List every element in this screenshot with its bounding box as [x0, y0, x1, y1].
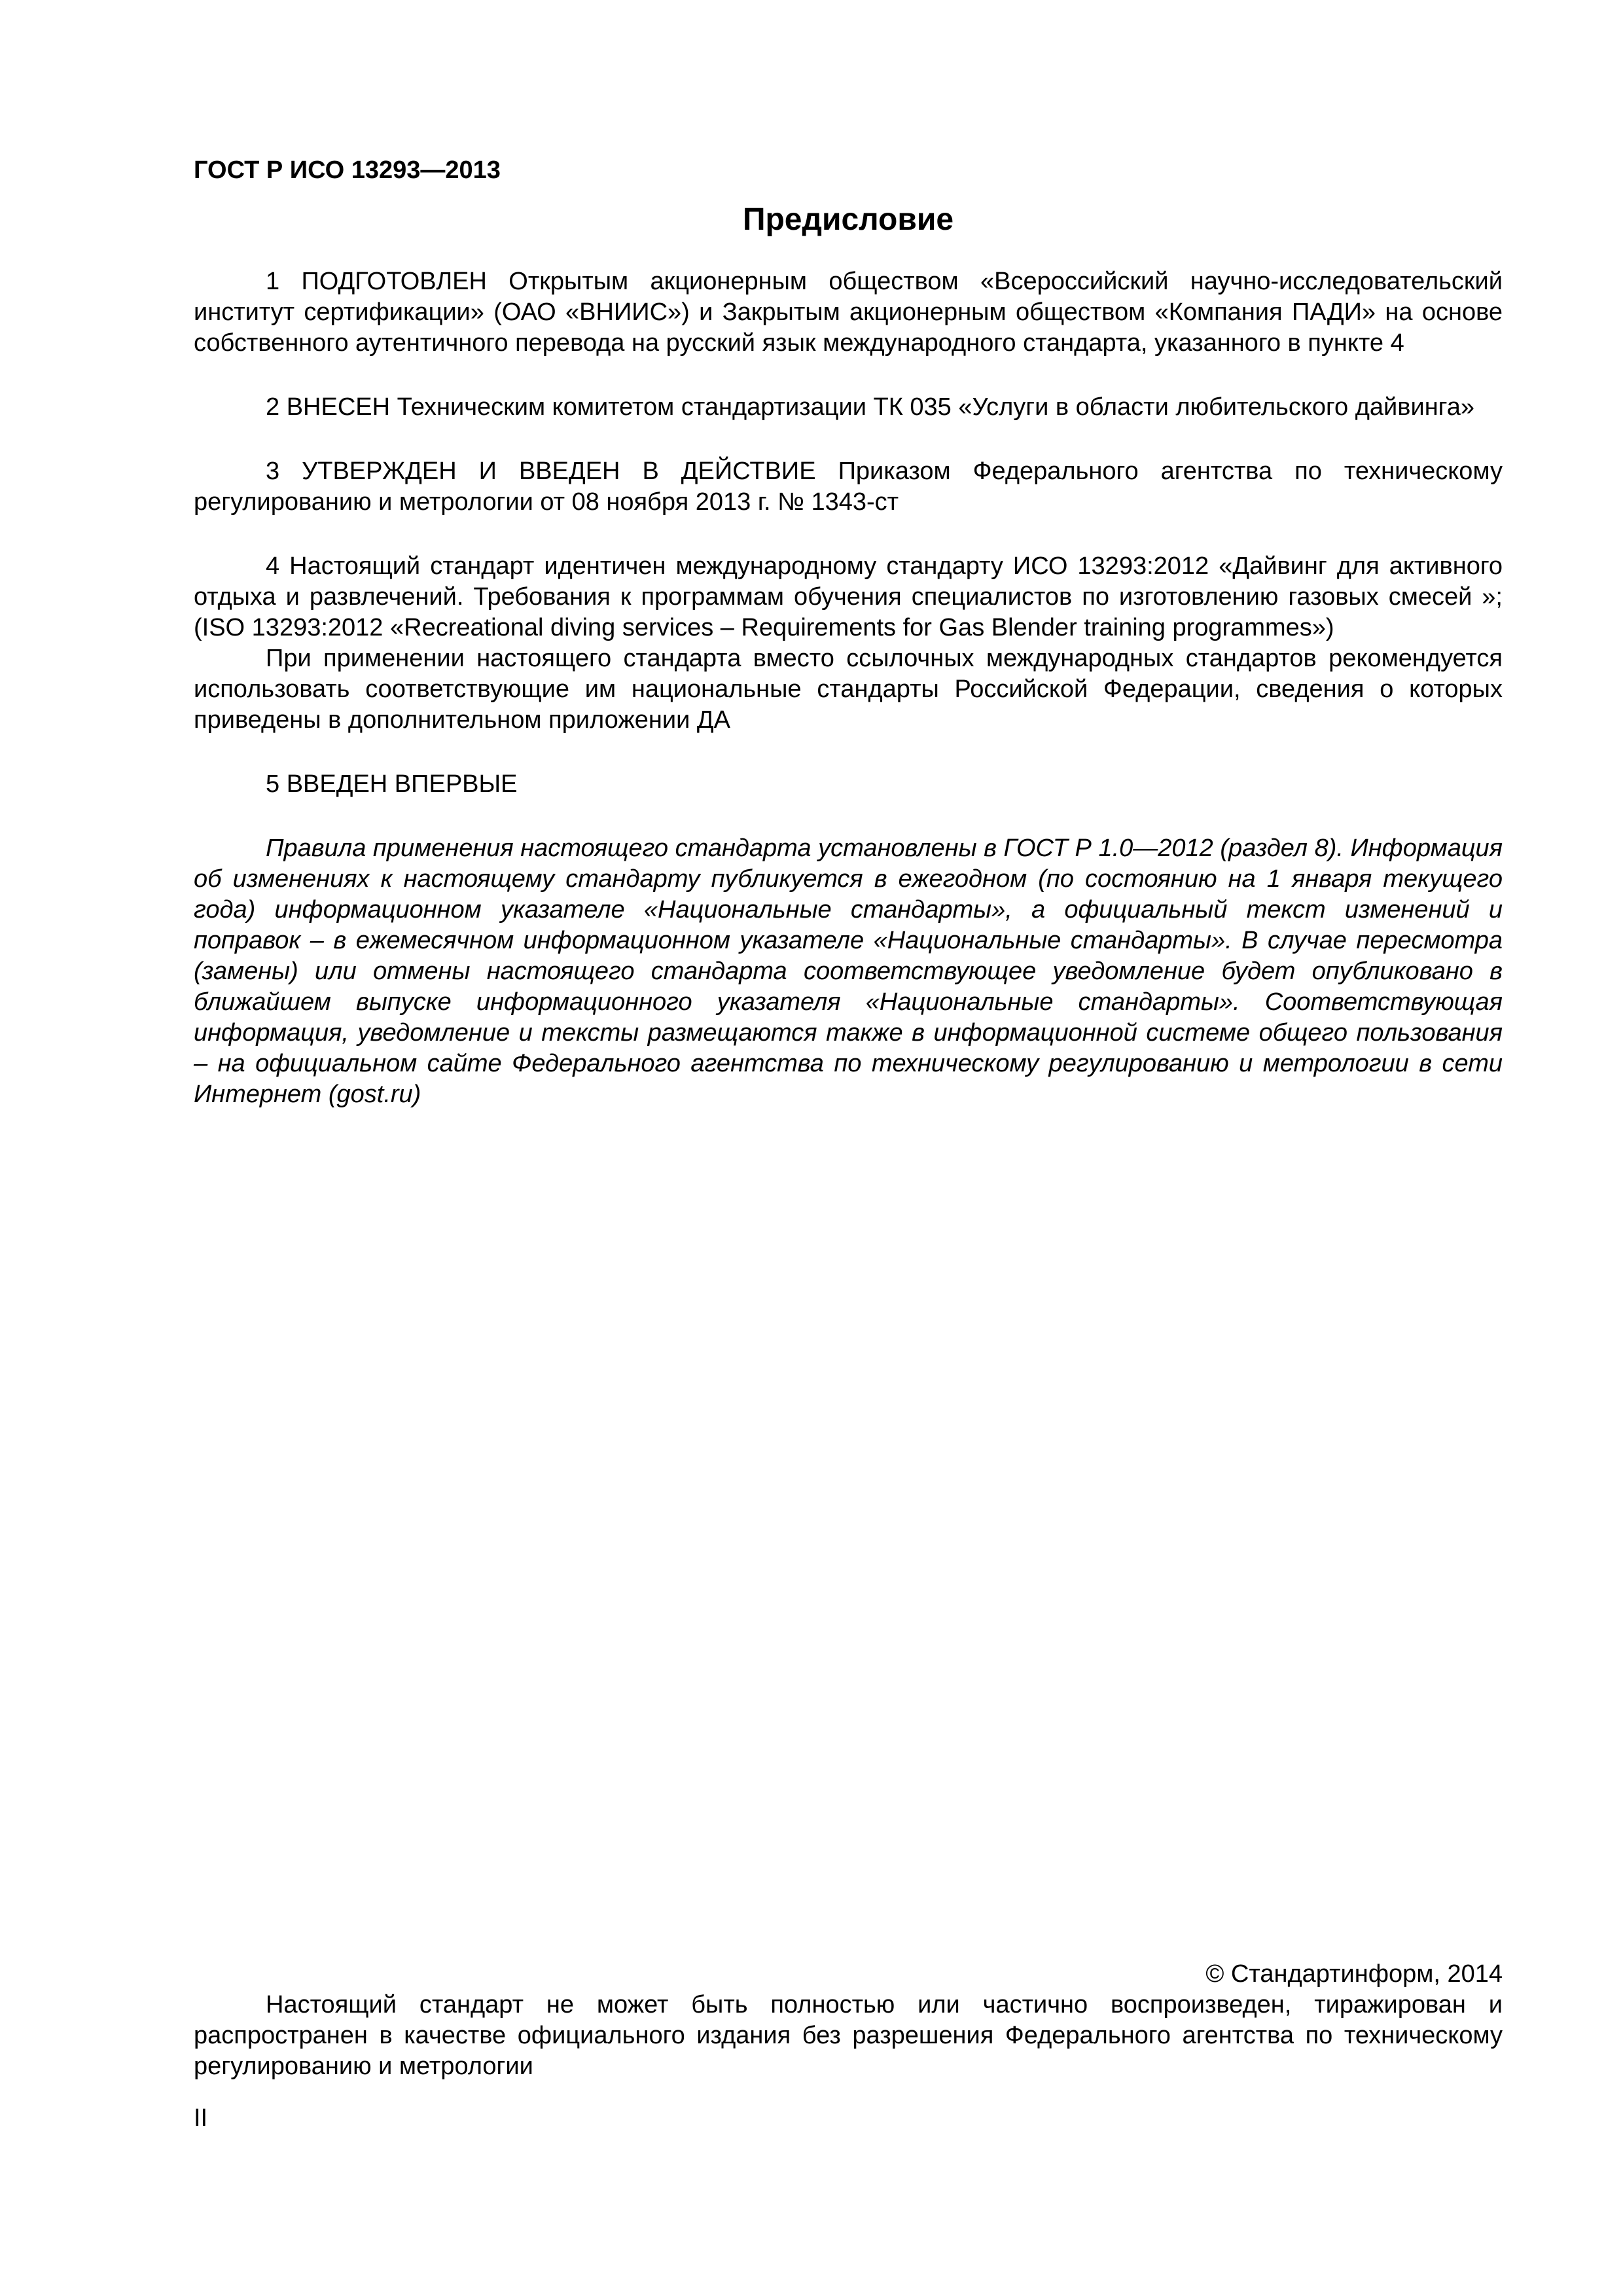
paragraph-reference-standards: При применении настоящего стандарта вместо ссылочных международных стандартов рекомендуется использовать соответствующие им национальные стандарты Российской Федерации, сведения о которых приведены в дополнительном приложении ДА: [194, 645, 1503, 734]
paragraph-prepared-by: 1 ПОДГОТОВЛЕН Открытым акционерным обществом «Всероссийский научно-исследовательский институт сертификации» (ОАО «ВНИИС») и Закрытым акционерным обществом «Компания ПАДИ» на основе собственного аутентичного перевода на русский язык международного стандарта, указанного в пункте 4: [194, 268, 1503, 357]
paragraph-introduced-first: 5 ВВЕДЕН ВПЕРВЫЕ: [266, 770, 518, 798]
paragraph-approved: 3 УТВЕРЖДЕН И ВВЕДЕН В ДЕЙСТВИЕ Приказом Федерального агентства по техническому регулированию и метрологии от 08 ноября 2013 г. № 1343-ст: [194, 457, 1503, 516]
paragraph-identical-standard: 4 Настоящий стандарт идентичен международному стандарту ИСО 13293:2012 «Дайвинг для активного отдыха и развлечений. Требования к программам обучения специалистов по изготовлению газовых смесей »; (ISO 13293:2012 «Recreational diving services – Requirements for Gas Blender training programmes»): [194, 552, 1503, 641]
reproduction-notice: Настоящий стандарт не может быть полностью или частично воспроизведен, тиражирован и распространен в качестве официального издания без разрешения Федерального агентства по техническому регулированию и метрологии: [194, 1991, 1503, 2080]
document-code: ГОСТ Р ИСО 13293—2013: [194, 156, 501, 184]
foreword-body: [194, 266, 1503, 1110]
page-title: Предисловие: [742, 202, 954, 237]
footer-block: [194, 1959, 1503, 2082]
paragraph-application-rules: Правила применения настоящего стандарта установлены в ГОСТ Р 1.0—2012 (раздел 8). Информация об изменениях к настоящему стандарту публикуется в ежегодном (по состоянию на 1 января текущего года) информационном указателе «Национальные стандарты», а официальный текст изменений и поправок – в ежемесячном информационном указателе «Национальные стандарты». В случае пересмотра (замены) или отмены настоящего стандарта соответствующее уведомление будет опубликовано в ближайшем выпуске информационного указателя «Национальные стандарты». Соответствующая информация, уведомление и тексты размещаются также в информационной системе общего пользования – на официальном сайте Федерального агентства по техническому регулированию и метрологии в сети Интернет (gost.ru): [194, 834, 1503, 1108]
paragraph-submitted-by: 2 ВНЕСЕН Техническим комитетом стандартизации ТК 035 «Услуги в области любительского дайвинга»: [266, 393, 1474, 421]
copyright-notice: © Стандартинформ, 2014: [1205, 1960, 1503, 1988]
page-number: II: [194, 2104, 208, 2132]
